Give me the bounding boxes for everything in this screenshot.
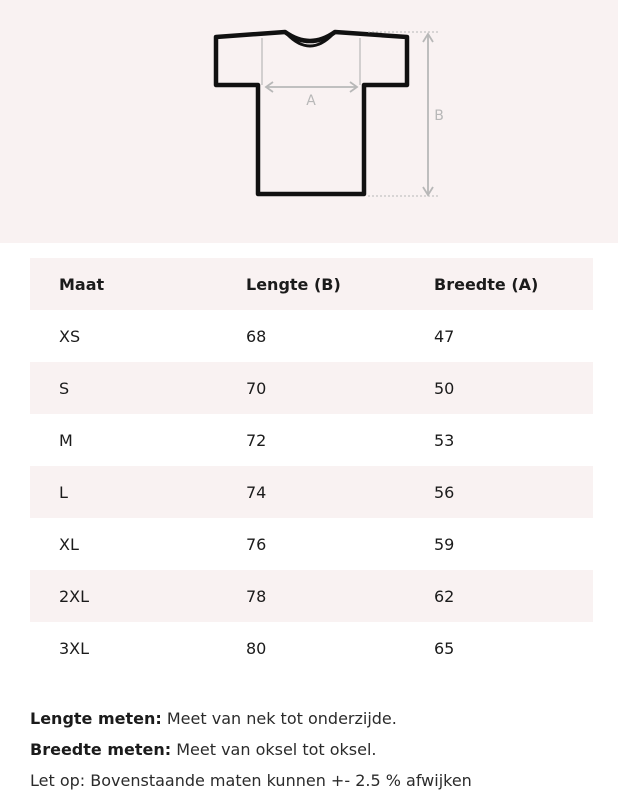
cell-size: M xyxy=(59,430,73,450)
cell-width: 62 xyxy=(434,586,455,606)
cell-width: 59 xyxy=(434,534,455,554)
size-table xyxy=(30,258,593,674)
label-b: B xyxy=(434,108,444,124)
table-row xyxy=(30,466,593,518)
header-size: Maat xyxy=(59,274,105,294)
table-row xyxy=(30,310,593,362)
table-row xyxy=(30,570,593,622)
label-a: A xyxy=(306,93,316,109)
cell-length: 72 xyxy=(246,430,267,450)
cell-width: 50 xyxy=(434,378,455,398)
cell-size: 2XL xyxy=(59,586,90,606)
table-header-row xyxy=(30,258,593,310)
width-measure-arrow xyxy=(266,82,357,92)
size-diagram-panel xyxy=(0,0,618,243)
cell-size: L xyxy=(59,482,68,502)
tshirt-measurement-diagram xyxy=(0,0,618,243)
height-measure-arrow xyxy=(423,34,433,195)
note-length-text: Meet van nek tot onderzijde. xyxy=(161,709,397,728)
tshirt-outline xyxy=(216,32,407,194)
note-width-label: Breedte meten: xyxy=(30,740,172,759)
note-width-text: Meet van oksel tot oksel. xyxy=(171,740,377,759)
header-width: Breedte (A) xyxy=(434,274,539,294)
header-length: Lengte (B) xyxy=(246,274,341,294)
cell-size: XL xyxy=(59,534,79,554)
cell-length: 68 xyxy=(246,326,267,346)
table-row xyxy=(30,622,593,674)
cell-length: 74 xyxy=(246,482,267,502)
cell-width: 47 xyxy=(434,326,455,346)
table-row xyxy=(30,414,593,466)
cell-width: 56 xyxy=(434,482,455,502)
cell-length: 70 xyxy=(246,378,267,398)
note-length xyxy=(30,703,600,734)
cell-length: 78 xyxy=(246,586,267,606)
table-row xyxy=(30,518,593,570)
cell-size: 3XL xyxy=(59,638,90,658)
cell-size: S xyxy=(59,378,70,398)
cell-length: 76 xyxy=(246,534,267,554)
cell-length: 80 xyxy=(246,638,267,658)
table-row xyxy=(30,362,593,414)
note-disclaimer: Let op: Bovenstaande maten kunnen +- 2.5 % afwijken xyxy=(30,771,472,790)
measurement-notes xyxy=(30,703,600,796)
cell-width: 53 xyxy=(434,430,455,450)
cell-width: 65 xyxy=(434,638,455,658)
note-length-label: Lengte meten: xyxy=(30,709,162,728)
cell-size: XS xyxy=(59,326,81,346)
note-width xyxy=(30,734,600,765)
